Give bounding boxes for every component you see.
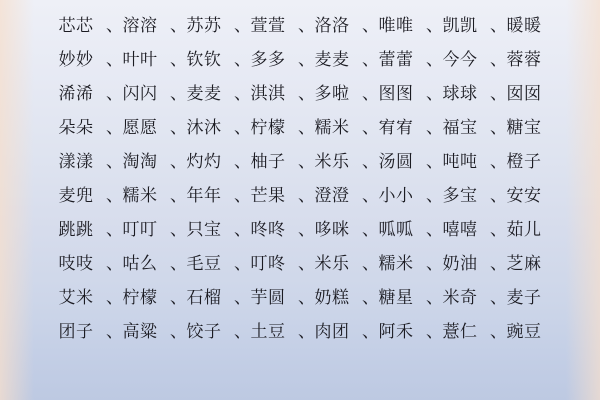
name-item: 多啦 [314,83,350,103]
name-row [0,210,600,244]
name-separator: 、 [170,151,188,171]
name-item: 漾漾 [58,151,94,171]
name-separator: 、 [234,49,252,69]
name-item: 芒果 [250,185,286,205]
name-item: 沐沐 [186,117,222,137]
name-separator: 、 [106,185,124,205]
name-item: 高粱 [122,321,158,341]
name-item: 洛洛 [314,15,350,35]
name-item: 吨吨 [442,151,478,171]
name-item: 石榴 [186,287,222,307]
name-separator: 、 [490,117,508,137]
name-separator: 、 [298,15,316,35]
name-separator: 、 [490,15,508,35]
name-item: 薏仁 [442,321,478,341]
name-item: 米乐 [314,253,350,273]
name-item: 糯米 [378,253,414,273]
name-item: 哆咪 [314,219,350,239]
name-row [0,142,600,176]
name-separator: 、 [362,287,380,307]
name-item: 吱吱 [58,253,94,273]
name-item: 朵朵 [58,117,94,137]
name-item: 麦麦 [186,83,222,103]
name-item: 艾米 [58,287,94,307]
name-separator: 、 [170,287,188,307]
name-item: 跳跳 [58,219,94,239]
name-row [0,108,600,142]
name-separator: 、 [298,321,316,341]
name-item: 溶溶 [122,15,158,35]
name-separator: 、 [426,321,444,341]
name-item: 叶叶 [122,49,158,69]
name-item: 多多 [250,49,286,69]
name-separator: 、 [426,117,444,137]
name-item: 饺子 [186,321,222,341]
name-separator: 、 [362,219,380,239]
name-item: 暖暖 [506,15,542,35]
name-item: 柠檬 [250,117,286,137]
name-item: 糯米 [314,117,350,137]
name-separator: 、 [298,287,316,307]
name-separator: 、 [362,49,380,69]
name-row [0,312,600,346]
name-item: 土豆 [250,321,286,341]
name-item: 澄澄 [314,185,350,205]
name-separator: 、 [490,253,508,273]
name-separator: 、 [426,219,444,239]
name-item: 愿愿 [122,117,158,137]
name-separator: 、 [234,219,252,239]
name-separator: 、 [106,117,124,137]
name-separator: 、 [298,117,316,137]
name-item: 多宝 [442,185,478,205]
name-item: 糯米 [122,185,158,205]
name-separator: 、 [426,185,444,205]
name-separator: 、 [234,321,252,341]
name-separator: 、 [298,83,316,103]
name-item: 橙子 [506,151,542,171]
name-row [0,244,600,278]
name-separator: 、 [234,253,252,273]
name-separator: 、 [170,321,188,341]
name-separator: 、 [234,151,252,171]
name-separator: 、 [362,117,380,137]
name-item: 嘻嘻 [442,219,478,239]
name-item: 奶油 [442,253,478,273]
name-separator: 、 [362,83,380,103]
name-item: 麦子 [506,287,542,307]
name-separator: 、 [426,151,444,171]
name-separator: 、 [362,15,380,35]
name-separator: 、 [234,117,252,137]
name-item: 糖星 [378,287,414,307]
name-item: 囡囡 [506,83,542,103]
name-separator: 、 [426,83,444,103]
name-separator: 、 [106,219,124,239]
name-item: 麦麦 [314,49,350,69]
name-separator: 、 [362,151,380,171]
name-separator: 、 [170,219,188,239]
name-separator: 、 [234,15,252,35]
name-separator: 、 [170,15,188,35]
name-separator: 、 [106,83,124,103]
name-item: 汤圆 [378,151,414,171]
name-item: 小小 [378,185,414,205]
name-separator: 、 [362,185,380,205]
name-separator: 、 [298,219,316,239]
name-separator: 、 [490,219,508,239]
name-separator: 、 [490,287,508,307]
name-row [0,176,600,210]
name-separator: 、 [170,49,188,69]
name-separator: 、 [426,253,444,273]
name-item: 福宝 [442,117,478,137]
name-item: 年年 [186,185,222,205]
name-item: 咚咚 [250,219,286,239]
name-item: 安安 [506,185,542,205]
name-item: 阿禾 [378,321,414,341]
name-item: 苏苏 [186,15,222,35]
name-item: 芋圆 [250,287,286,307]
name-separator: 、 [298,185,316,205]
name-item: 萱萱 [250,15,286,35]
name-item: 柚子 [250,151,286,171]
name-item: 麦兜 [58,185,94,205]
name-item: 凯凯 [442,15,478,35]
name-item: 闪闪 [122,83,158,103]
name-separator: 、 [170,185,188,205]
name-item: 钦钦 [186,49,222,69]
name-item: 呱呱 [378,219,414,239]
name-item: 柠檬 [122,287,158,307]
name-item: 团子 [58,321,94,341]
name-item: 芯芯 [58,15,94,35]
name-separator: 、 [490,185,508,205]
name-item: 蓉蓉 [506,49,542,69]
name-separator: 、 [362,321,380,341]
name-item: 蕾蕾 [378,49,414,69]
name-separator: 、 [426,15,444,35]
name-separator: 、 [170,117,188,137]
name-separator: 、 [362,253,380,273]
name-item: 宥宥 [378,117,414,137]
name-item: 浠浠 [58,83,94,103]
name-separator: 、 [426,287,444,307]
name-item: 叮咚 [250,253,286,273]
name-separator: 、 [298,49,316,69]
name-separator: 、 [106,253,124,273]
name-item: 唯唯 [378,15,414,35]
name-separator: 、 [106,321,124,341]
name-row [0,278,600,312]
name-separator: 、 [490,83,508,103]
name-separator: 、 [106,151,124,171]
name-separator: 、 [490,321,508,341]
name-item: 叮叮 [122,219,158,239]
name-item: 今今 [442,49,478,69]
name-separator: 、 [234,83,252,103]
name-item: 球球 [442,83,478,103]
name-item: 只宝 [186,219,222,239]
name-item: 茹儿 [506,219,542,239]
name-separator: 、 [298,253,316,273]
name-item: 芝麻 [506,253,542,273]
name-row [0,40,600,74]
name-item: 淘淘 [122,151,158,171]
name-row [0,74,600,108]
name-separator: 、 [106,49,124,69]
name-item: 米奇 [442,287,478,307]
name-item: 豌豆 [506,321,542,341]
name-separator: 、 [234,185,252,205]
name-separator: 、 [298,151,316,171]
name-item: 奶糕 [314,287,350,307]
name-item: 咕么 [122,253,158,273]
name-separator: 、 [234,287,252,307]
name-separator: 、 [106,287,124,307]
name-item: 米乐 [314,151,350,171]
name-item: 灼灼 [186,151,222,171]
name-item: 图图 [378,83,414,103]
name-item: 淇淇 [250,83,286,103]
name-row [0,6,600,40]
name-separator: 、 [426,49,444,69]
name-separator: 、 [490,49,508,69]
name-separator: 、 [170,83,188,103]
name-separator: 、 [106,15,124,35]
name-item: 糖宝 [506,117,542,137]
name-item: 肉团 [314,321,350,341]
name-separator: 、 [490,151,508,171]
name-item: 妙妙 [58,49,94,69]
name-separator: 、 [170,253,188,273]
name-item: 毛豆 [186,253,222,273]
